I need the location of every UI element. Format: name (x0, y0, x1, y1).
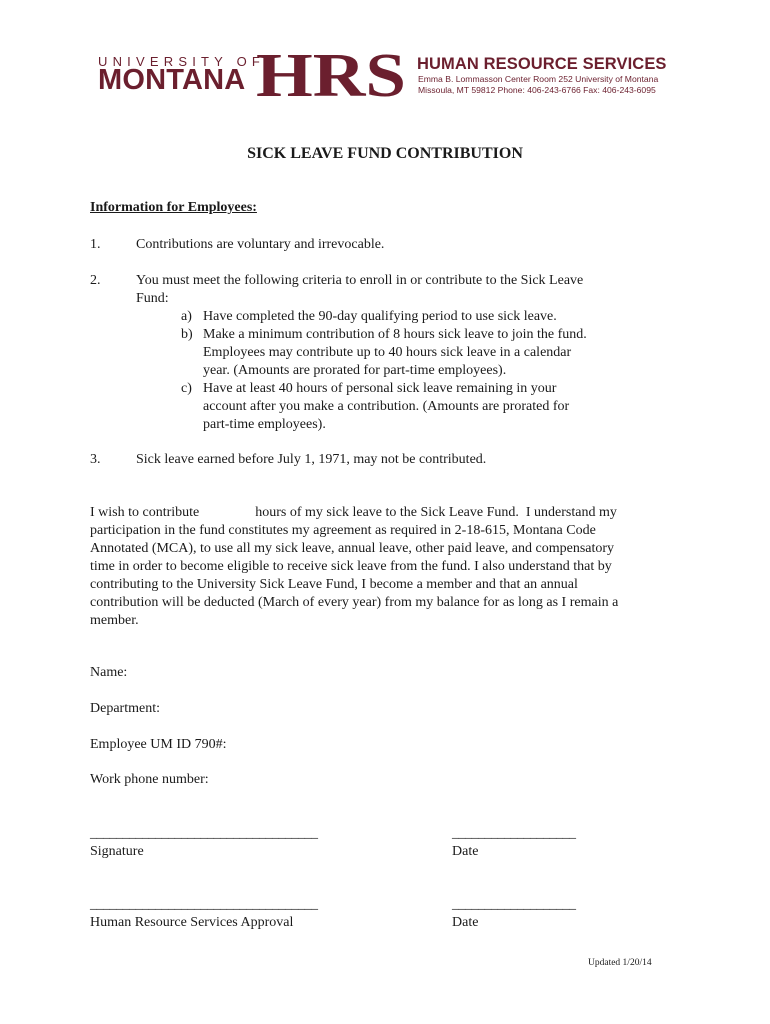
criteria-b-line-2 (181, 344, 621, 362)
address-line-2: Missoula, MT 59812 Phone: 406-243-6766 Fax: 406-243-6095 (418, 85, 656, 95)
signature-label: Signature (90, 844, 144, 859)
criteria-label: b) (181, 327, 193, 342)
work-phone-field-label: Work phone number: (90, 772, 209, 787)
item-text: Sick leave earned before July 1, 1971, may not be contributed. (136, 452, 487, 467)
approval-label: Human Resource Services Approval (90, 915, 294, 930)
item-text: You must meet the following criteria to enroll in or contribute to the Sick Leave (136, 273, 584, 288)
agreement-line: participation in the fund constitutes my agreement as required in 2-18-615, Montana Code (90, 523, 596, 538)
criteria-label: a) (181, 309, 192, 324)
item-number: 3. (90, 452, 101, 467)
item-number: 2. (90, 273, 101, 288)
info-heading: Information for Employees: (90, 200, 257, 215)
page-title: SICK LEAVE FUND CONTRIBUTION (247, 145, 523, 162)
address-line-1: Emma B. Lommasson Center Room 252 University of Montana (418, 74, 659, 84)
criteria-text: Have at least 40 hours of personal sick leave remaining in your (203, 381, 557, 396)
criteria-b (181, 326, 621, 344)
employee-id-field-label: Employee UM ID 790#: (90, 737, 227, 752)
item-number: 1. (90, 237, 101, 252)
agreement-line: contribution will be deducted (March of every year) from my balance for as long as I remain a (90, 595, 619, 610)
criteria-a (181, 308, 621, 326)
criteria-b-line-3 (181, 362, 621, 380)
signature-line: ___________________________________ (90, 826, 318, 841)
agreement-line: I wish to contribute hours of my sick leave to the Sick Leave Fund. I understand my (90, 505, 617, 520)
criteria-text: account after you make a contribution. (Amounts are prorated for (203, 399, 570, 414)
criteria-label: c) (181, 381, 192, 396)
university-top-text: UNIVERSITY OF (98, 54, 266, 69)
agreement-line: Annotated (MCA), to use all my sick leave, annual leave, other paid leave, and compensatory (90, 541, 615, 556)
department-field-label: Department: (90, 701, 160, 716)
approval-date-label: Date (452, 915, 479, 930)
criteria-text: part-time employees). (203, 417, 326, 432)
criteria-text: Employees may contribute up to 40 hours sick leave in a calendar (203, 345, 572, 360)
item-text-continued: Fund: (136, 291, 169, 306)
criteria-c (181, 380, 621, 398)
hrs-logo (256, 49, 408, 101)
criteria-text: Have completed the 90-day qualifying period to use sick leave. (203, 309, 557, 324)
approval-signature-line: ___________________________________ (90, 897, 318, 912)
date-label: Date (452, 844, 479, 859)
criteria-text: Make a minimum contribution of 8 hours sick leave to join the fund. (203, 327, 587, 342)
agreement-line: contributing to the University Sick Leave Fund, I become a member and that an annual (90, 577, 578, 592)
hrs-logo-text: HRS (256, 49, 406, 101)
criteria-text: year. (Amounts are prorated for part-time employees). (203, 363, 507, 378)
updated-footer: Updated 1/20/14 (588, 958, 652, 968)
university-name: MONTANA (98, 64, 246, 96)
name-field-label: Name: (90, 665, 128, 680)
approval-date-line: ___________________ (452, 897, 576, 912)
criteria-c-line-2 (181, 398, 621, 416)
item-text: Contributions are voluntary and irrevocable. (136, 237, 385, 252)
agreement-line: time in order to become eligible to receive sick leave from the fund. I also understand that by (90, 559, 612, 574)
date-line: ___________________ (452, 826, 576, 841)
department-title: HUMAN RESOURCE SERVICES (417, 55, 667, 73)
agreement-line: member. (90, 613, 139, 628)
criteria-c-line-3 (181, 416, 621, 434)
